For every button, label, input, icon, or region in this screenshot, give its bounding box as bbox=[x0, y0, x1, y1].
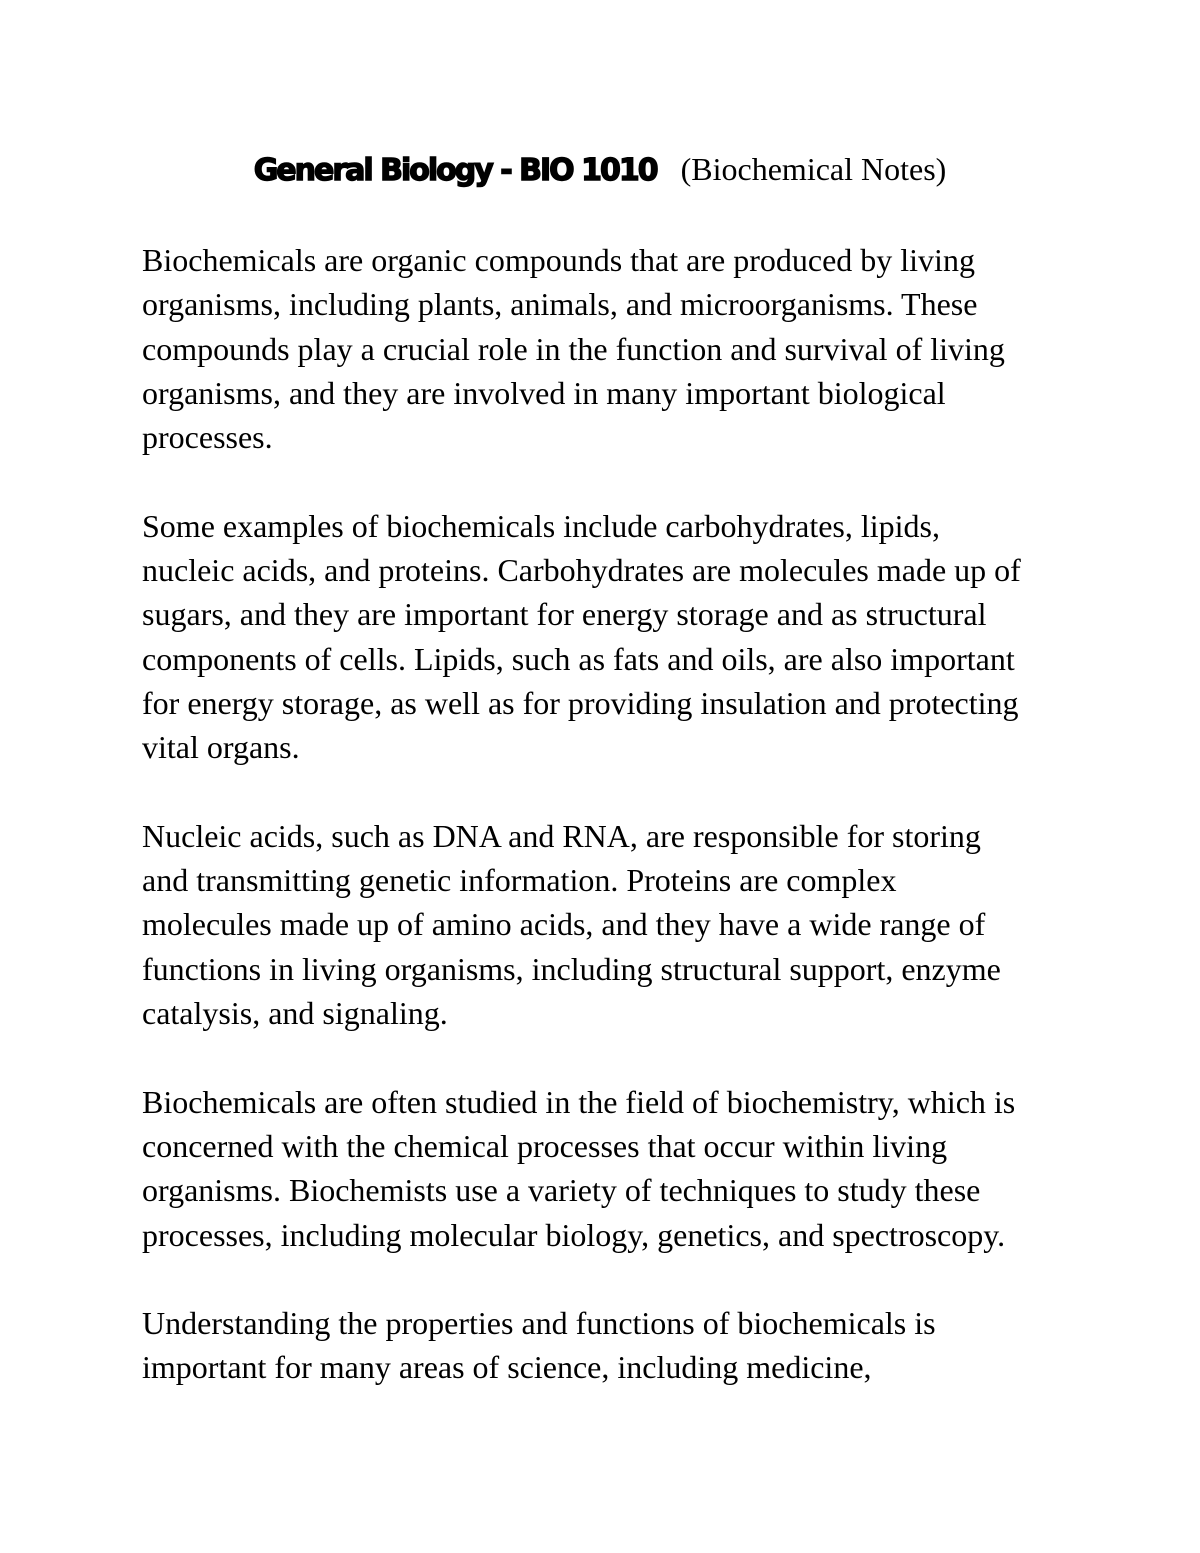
document-body bbox=[142, 238, 1082, 1434]
text-line: molecules made up of amino acids, and they have a wide range of bbox=[142, 906, 986, 943]
text-line: compounds play a crucial role in the function and survival of living bbox=[142, 330, 1005, 367]
text-line: processes, including molecular biology, genetics, and spectroscopy. bbox=[142, 1216, 1006, 1253]
text-line: Biochemicals are often studied in the field of biochemistry, which is bbox=[142, 1083, 1016, 1120]
text-line: processes. bbox=[142, 419, 273, 456]
text-line: organisms, and they are involved in many important biological bbox=[142, 374, 946, 411]
paragraph bbox=[142, 238, 1082, 459]
text-line: important for many areas of science, including medicine, bbox=[142, 1349, 872, 1386]
text-line: Understanding the properties and functions of biochemicals is bbox=[142, 1305, 936, 1342]
paragraph bbox=[142, 504, 1082, 770]
page-title bbox=[0, 144, 1200, 201]
text-line: Biochemicals are organic compounds that are produced by living bbox=[142, 242, 975, 278]
text-line: organisms, including plants, animals, and microorganisms. These bbox=[142, 286, 978, 323]
paragraph bbox=[142, 1080, 1082, 1257]
text-line: vital organs. bbox=[142, 729, 300, 766]
paragraph bbox=[142, 814, 1082, 1035]
text-line: concerned with the chemical processes that occur within living bbox=[142, 1127, 948, 1164]
text-line: Some examples of biochemicals include carbohydrates, lipids, bbox=[142, 507, 940, 544]
text-line: and transmitting genetic information. Proteins are complex bbox=[142, 862, 897, 899]
course-title: General Biology - BIO 1010 bbox=[253, 153, 657, 188]
text-line: Nucleic acids, such as DNA and RNA, are responsible for storing bbox=[142, 817, 981, 854]
title-subtitle: (Biochemical Notes) bbox=[680, 151, 947, 187]
text-line: nucleic acids, and proteins. Carbohydrates are molecules made up of bbox=[142, 552, 1021, 589]
text-line: for energy storage, as well as for providing insulation and protecting bbox=[142, 684, 1019, 721]
text-line: catalysis, and signaling. bbox=[142, 995, 448, 1032]
text-line: organisms. Biochemists use a variety of techniques to study these bbox=[142, 1172, 981, 1209]
paragraph bbox=[142, 1301, 1082, 1390]
text-line: sugars, and they are important for energy storage and as structural bbox=[142, 596, 987, 633]
text-line: functions in living organisms, including structural support, enzyme bbox=[142, 950, 1001, 987]
text-line: components of cells. Lipids, such as fats and oils, are also important bbox=[142, 640, 1015, 677]
